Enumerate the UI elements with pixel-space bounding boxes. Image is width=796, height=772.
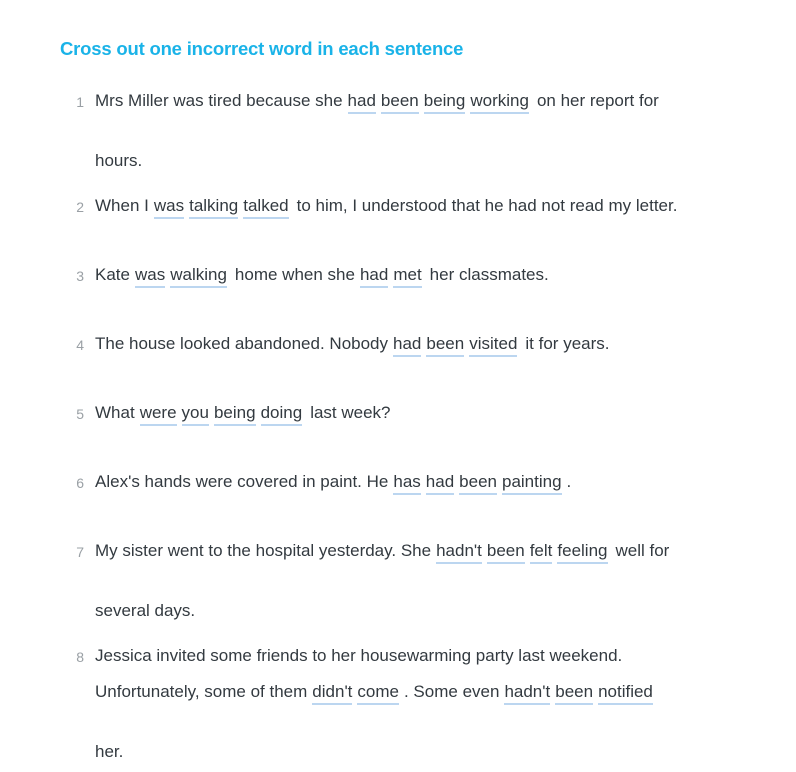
- word-option[interactable]: come: [357, 681, 399, 705]
- item-number: 7: [76, 544, 84, 560]
- sentence-text: Mrs Miller was tired because she: [95, 91, 343, 110]
- sentence-text: several days.: [95, 601, 196, 620]
- sentence-text: her.: [95, 742, 124, 761]
- item-number: 8: [76, 649, 84, 665]
- sentence-line: [95, 194, 677, 219]
- word-option[interactable]: met: [393, 264, 421, 288]
- word-option[interactable]: had: [360, 264, 388, 288]
- sentence-text: The house looked abandoned. Nobody: [95, 334, 389, 353]
- sentence-line: [95, 89, 659, 114]
- item-number: 1: [76, 94, 84, 110]
- word-option[interactable]: were: [140, 402, 177, 426]
- word-option[interactable]: walking: [170, 264, 227, 288]
- sentence-text: .: [566, 472, 572, 491]
- sentence-text: hours.: [95, 151, 143, 170]
- sentence-text: it for years.: [525, 334, 610, 353]
- word-option[interactable]: didn't: [312, 681, 352, 705]
- word-option[interactable]: being: [424, 90, 466, 114]
- word-option[interactable]: painting: [502, 471, 562, 495]
- word-option[interactable]: has: [393, 471, 420, 495]
- word-option[interactable]: been: [555, 681, 593, 705]
- sentence-line: [95, 470, 571, 495]
- word-option[interactable]: been: [381, 90, 419, 114]
- exercise-title: Cross out one incorrect word in each sentence: [60, 38, 464, 59]
- word-option[interactable]: been: [459, 471, 497, 495]
- word-option[interactable]: felt: [530, 540, 553, 564]
- word-option[interactable]: working: [470, 90, 529, 114]
- word-option[interactable]: been: [487, 540, 525, 564]
- sentence-text: Jessica invited some friends to her housewarming party last weekend.: [95, 646, 623, 665]
- word-option[interactable]: feeling: [557, 540, 607, 564]
- item-number: 4: [76, 337, 84, 353]
- sentence-text: What: [95, 403, 135, 422]
- sentence-line: [95, 263, 549, 288]
- word-option[interactable]: talking: [189, 195, 238, 219]
- word-option[interactable]: was: [154, 195, 184, 219]
- sentence-line: [95, 401, 391, 426]
- sentence-line: [95, 332, 610, 357]
- item-number: 6: [76, 475, 84, 491]
- word-option[interactable]: had: [393, 333, 421, 357]
- sentence-line: [95, 680, 653, 705]
- word-option[interactable]: hadn't: [504, 681, 550, 705]
- word-option[interactable]: had: [426, 471, 454, 495]
- word-option[interactable]: had: [348, 90, 376, 114]
- word-option[interactable]: been: [426, 333, 464, 357]
- sentence-text: last week?: [310, 403, 391, 422]
- sentence-text: Unfortunately, some of them: [95, 682, 308, 701]
- item-number: 3: [76, 268, 84, 284]
- word-option[interactable]: talked: [243, 195, 288, 219]
- word-option[interactable]: notified: [598, 681, 653, 705]
- sentence-text: Kate: [95, 265, 130, 284]
- word-option[interactable]: being: [214, 402, 256, 426]
- sentence-text: well for: [615, 541, 670, 560]
- sentence-text: Alex's hands were covered in paint. He: [95, 472, 389, 491]
- sentence-text: her classmates.: [429, 265, 549, 284]
- word-option[interactable]: you: [182, 402, 209, 426]
- sentence-text: home when she: [234, 265, 355, 284]
- word-option[interactable]: visited: [469, 333, 517, 357]
- sentence-text: on her report for: [536, 91, 659, 110]
- sentence-text: When I: [95, 196, 149, 215]
- word-option[interactable]: doing: [261, 402, 303, 426]
- word-option[interactable]: was: [135, 264, 165, 288]
- item-number: 5: [76, 406, 84, 422]
- item-number: 2: [76, 199, 84, 215]
- sentence-text: to him, I understood that he had not read my letter.: [296, 196, 678, 215]
- sentence-text: My sister went to the hospital yesterday. She: [95, 541, 432, 560]
- sentence-line: [95, 539, 669, 564]
- word-option[interactable]: hadn't: [436, 540, 482, 564]
- sentence-text: . Some even: [403, 682, 500, 701]
